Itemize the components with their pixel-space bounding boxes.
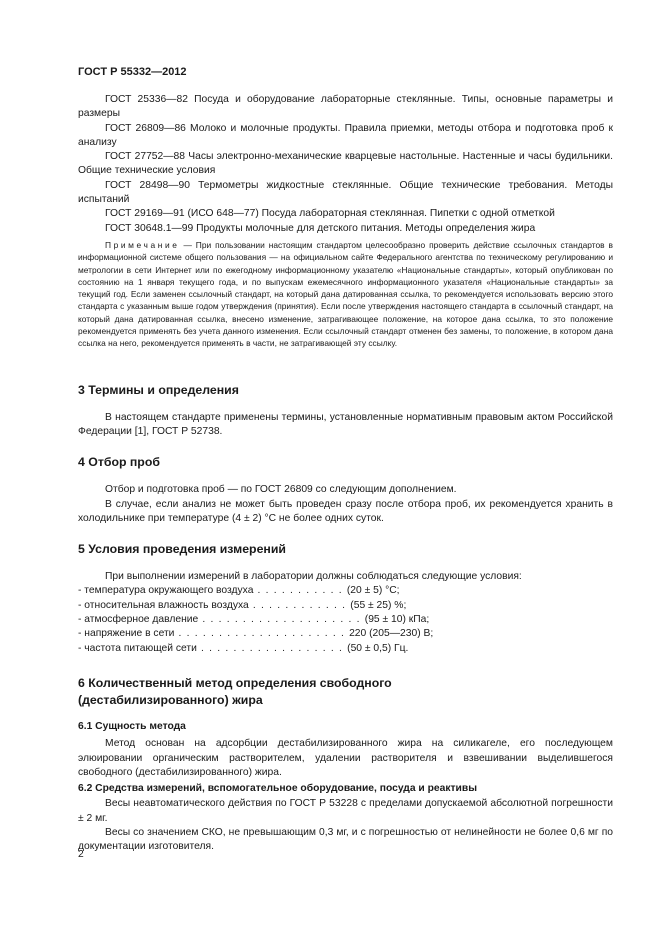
- subsection-6-1-text: Метод основан на адсорбции дестабилизированного жира на силикагеле, его последующем элюировании органическим растворителем, удалении растворителя и взвешивании выделившегося свободного (дестабилизированного) жира.: [78, 738, 613, 778]
- condition-item: - относительная влажность воздуха . . . . . . . . . . . . (55 ± 25) %;: [78, 599, 407, 611]
- reference-item: ГОСТ 25336—82 Посуда и оборудование лабораторные стеклянные. Типы, основные параметры и размеры: [78, 94, 613, 120]
- section-3-title: 3 Термины и определения: [78, 382, 239, 397]
- note-text: — При пользовании настоящим стандартом целесообразно проверить действие ссылочных стандартов в информационной системе общего пользования — на официальном сайте Федерального агентства по техническому регулированию и метрологии в сети Интернет или по ежегодному информационному указателю «Национальные стандарты», который опубликован по состоянию на 1 января текущего года, и по выпускам ежемесячного информационного указателя «Национальные стандарты» за текущий год. Если заменен ссылочный стандарт, на который дана датированная ссылка, то рекомендуется использовать версию этого стандарта с указанным выше годом утверждения (принятия). Если после утверждения настоящего стандарта в ссылочный стандарт, на который дана датированная ссылка, внесено изменение, затрагивающее положение, на которое дана ссылка, то это положение рекомендуется применять без учета данного изменения. Если ссылочный стандарт отменен без замены, то положение, в котором дана ссылка на него, рекомендуется применять в части, не затрагивающей эту ссылку.: [78, 239, 613, 349]
- document-header: ГОСТ Р 55332—2012: [78, 66, 187, 78]
- condition-item: - частота питающей сети . . . . . . . . . . . . . . . . . . (50 ± 0,5) Гц.: [78, 642, 409, 654]
- section-5-intro: При выполнении измерений в лаборатории должны соблюдаться следующие условия:: [105, 571, 522, 583]
- condition-item: - температура окружающего воздуха . . . . . . . . . . . (20 ± 5) °С;: [78, 585, 400, 597]
- section-4-title: 4 Отбор проб: [78, 455, 160, 470]
- note-paragraph: [78, 239, 613, 350]
- page-number: 2: [78, 849, 84, 860]
- subsection-6-2-paragraph-1: Весы неавтоматического действия по ГОСТ Р 53228 с пределами допускаемой абсолютной погрешности ± 2 мг.: [78, 798, 613, 824]
- condition-item: - атмосферное давление . . . . . . . . . . . . . . . . . . . . (95 ± 10) кПа;: [78, 614, 430, 626]
- reference-item: ГОСТ 27752—88 Часы электронно-механические кварцевые настольные. Настенные и часы будильники. Общие технические условия: [78, 151, 613, 177]
- subsection-6-2-title: 6.2 Средства измерений, вспомогательное оборудование, посуда и реактивы: [78, 783, 478, 795]
- conditions-list: [78, 584, 613, 655]
- reference-item: ГОСТ 28498—90 Термометры жидкостные стеклянные. Общие технические требования. Методы испытаний: [78, 179, 613, 206]
- section-5-title: 5 Условия проведения измерений: [78, 542, 286, 557]
- section-6-title: 6 Количественный метод определения свободного (дестабилизированного) жира: [78, 675, 392, 707]
- subsection-6-1-title: 6.1 Сущность метода: [78, 720, 186, 732]
- reference-item: ГОСТ 30648.1—99 Продукты молочные для детского питания. Методы определения жира: [105, 222, 536, 234]
- section-4-paragraph-2: В случае, если анализ не может быть проведен сразу после отбора проб, их рекомендуется хранить в холодильнике при температуре (4 ± 2) °С не более одних суток.: [78, 498, 613, 524]
- section-3-text: В настоящем стандарте применены термины, установленные нормативным правовым актом Российской Федерации [1], ГОСТ Р 52738.: [78, 411, 613, 437]
- subsection-6-2-paragraph-2: Весы со значением СКО, не превышающим 0,3 мг, и с погрешностью от нелинейности не более 0,6 мг по документации изготовителя.: [78, 826, 613, 853]
- page-content: [78, 93, 613, 855]
- section-4-paragraph-1: Отбор и подготовка проб — по ГОСТ 26809 со следующим дополнением.: [105, 484, 457, 496]
- reference-item: ГОСТ 29169—91 (ИСО 648—77) Посуда лабораторная стеклянная. Пипетки с одной отметкой: [105, 208, 555, 220]
- condition-item: - напряжение в сети . . . . . . . . . . . . . . . . . . . . . 220 (205—230) В;: [78, 628, 434, 640]
- note-label: Примечание: [105, 239, 180, 250]
- reference-item: ГОСТ 26809—86 Молоко и молочные продукты. Правила приемки, методы отбора и подготовка проб к анализу: [78, 122, 613, 148]
